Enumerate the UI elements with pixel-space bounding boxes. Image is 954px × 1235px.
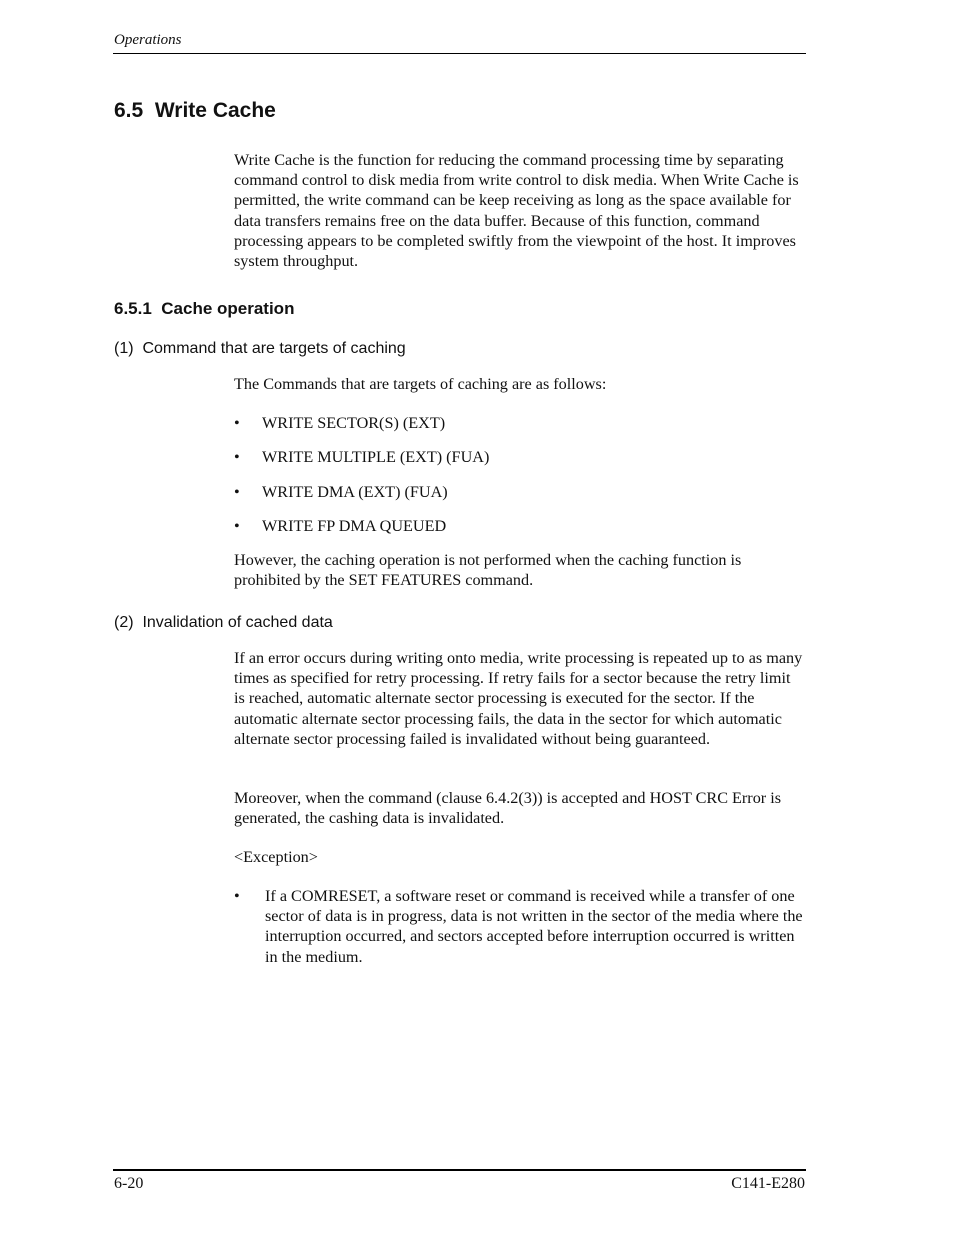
bullet-icon: • — [234, 414, 240, 432]
item1-note: However, the caching operation is not performed when the caching function is prohibited by the SET FEATURES command. — [234, 551, 742, 590]
running-header: Operations — [114, 32, 182, 48]
exception-text: If a COMRESET, a software reset or command is received while a transfer of one sector of data is in progress, data is not written in the sector of the media where the interruption occurred, and sectors accepted before interruption occurred is written in the medium. — [265, 887, 803, 966]
item2-paragraph-2: Moreover, when the command (clause 6.4.2(3)) is accepted and HOST CRC Error is generated, the cashing data is invalidated. — [234, 789, 782, 828]
exception-label: <Exception> — [234, 848, 318, 866]
bullet-icon: • — [234, 448, 240, 466]
list-item-text: WRITE SECTOR(S) (EXT) — [262, 414, 446, 432]
intro-paragraph: Write Cache is the function for reducing the command processing time by separating command control to disk media from write control to disk media. When Write Cache is permitted, the write command can be keep receiving as long as the space available for data transfers remains free on the data buffer. Because of this function, command processing appears to be completed swiftly from the viewpoint of the host. It improves system throughput. — [234, 151, 799, 271]
bullet-icon: • — [234, 483, 240, 501]
list-item-text: WRITE FP DMA QUEUED — [262, 517, 447, 535]
bullet-icon: • — [234, 517, 240, 535]
footer-rule — [113, 1169, 806, 1171]
item2-paragraph-1: If an error occurs during writing onto media, write processing is repeated up to as many times as specified for retry processing. If retry fails for a sector because the retry limit is reached, automatic alternate sector processing is executed for the sector. If the automatic alternate sector processing fails, the data in the sector for which automatic alternate sector processing failed is invalidated without being guaranteed. — [234, 649, 803, 748]
list-item-text: WRITE MULTIPLE (EXT) (FUA) — [262, 448, 490, 466]
item2-heading: (2) Invalidation of cached data — [114, 614, 333, 631]
bullet-icon: • — [234, 887, 240, 905]
subsection-heading: 6.5.1 Cache operation — [114, 299, 295, 318]
document-code: C141-E280 — [731, 1175, 805, 1192]
list-item-text: WRITE DMA (EXT) (FUA) — [262, 483, 448, 501]
header-rule — [113, 53, 806, 54]
item1-heading: (1) Command that are targets of caching — [114, 340, 406, 357]
item1-lead: The Commands that are targets of caching are as follows: — [234, 375, 607, 393]
section-heading: 6.5 Write Cache — [114, 99, 276, 122]
page-number: 6-20 — [114, 1175, 144, 1192]
